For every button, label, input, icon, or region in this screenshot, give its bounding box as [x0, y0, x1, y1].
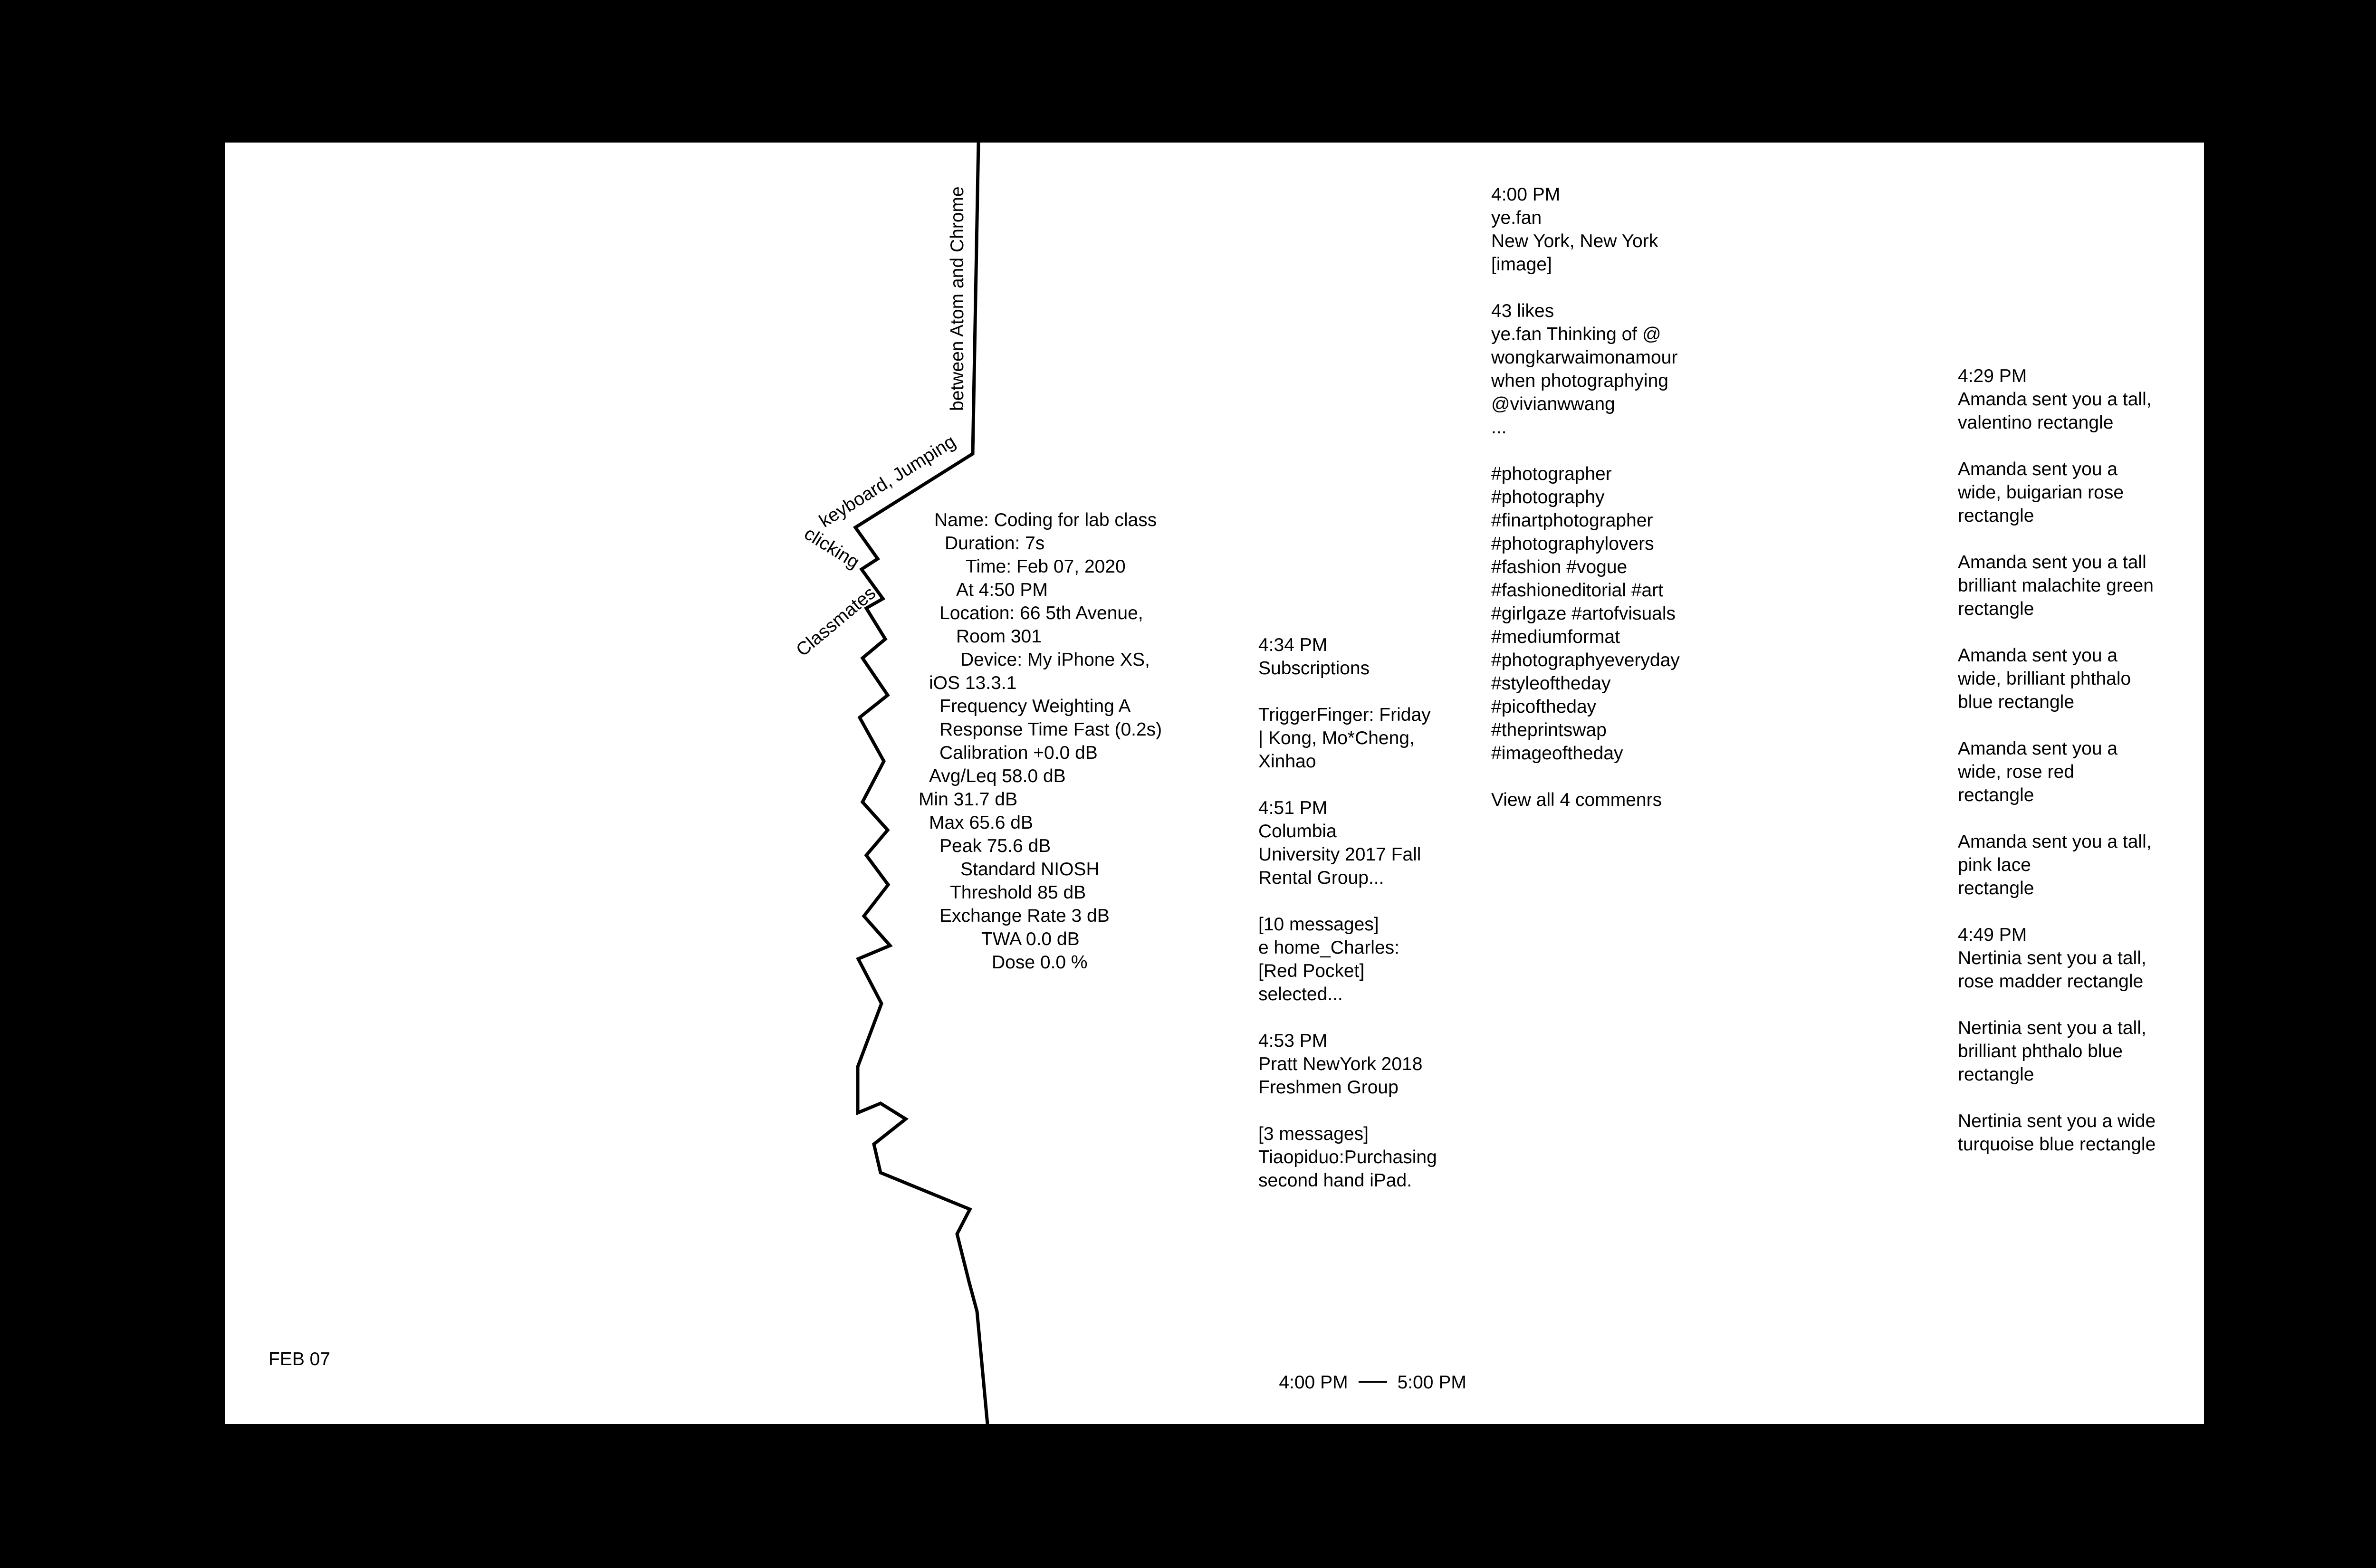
- message-block: 4:34 PM Subscriptions: [1258, 635, 1370, 679]
- post-header: 4:00 PM ye.fan New York, New York [image]: [1491, 184, 1658, 275]
- sound-record-line: Max 65.6 dB: [929, 813, 1033, 833]
- rectangle-message: 4:29 PM Amanda sent you a tall, valentino rectangle: [1958, 366, 2152, 433]
- message-block: [3 messages] Tiaopiduo:Purchasing second hand iPad.: [1258, 1124, 1437, 1191]
- message-block: 4:53 PM Pratt NewYork 2018 Freshmen Group: [1258, 1031, 1423, 1098]
- sound-record-line: Calibration +0.0 dB: [939, 743, 1098, 763]
- sound-waveform-line: [225, 143, 2204, 1424]
- rectangle-message: Amanda sent you a wide, buigarian rose rectangle: [1958, 459, 2124, 526]
- sound-record-line: Name: Coding for lab class: [934, 510, 1157, 530]
- rectangle-message: Nertinia sent you a tall, brilliant phthalo blue rectangle: [1958, 1018, 2146, 1085]
- white-page: [225, 143, 2204, 1424]
- rectangle-message: Amanda sent you a tall, pink lace rectangle: [1958, 832, 2152, 899]
- post-caption: 43 likes ye.fan Thinking of @ wongkarwaimonamour when photographying @vivianwwang ...: [1491, 301, 1678, 438]
- messages-column: [1258, 633, 1458, 1192]
- sound-record-line: Response Time Fast (0.2s): [939, 719, 1162, 740]
- time-range-end: 5:00 PM: [1397, 1372, 1466, 1393]
- sound-record-line: Duration: 7s: [945, 533, 1045, 554]
- sound-record-line: Frequency Weighting A: [939, 696, 1131, 717]
- rectangle-message: Nertinia sent you a wide turquoise blue rectangle: [1958, 1111, 2156, 1155]
- message-block: 4:51 PM Columbia University 2017 Fall Rental Group...: [1258, 798, 1421, 888]
- message-block: [10 messages] e home_Charles: [Red Pocket] selected...: [1258, 914, 1399, 1004]
- message-block: TriggerFinger: Friday | Kong, Mo*Cheng, Xinhao: [1258, 705, 1431, 772]
- date-label: FEB 07: [268, 1349, 331, 1369]
- sound-record-line: iOS 13.3.1: [929, 673, 1017, 693]
- rectangle-message: Amanda sent you a wide, rose red rectangle: [1958, 738, 2118, 805]
- sound-record-line: TWA 0.0 dB: [981, 929, 1080, 949]
- instagram-post-column: [1491, 183, 1710, 812]
- sound-record-line: Min 31.7 dB: [919, 789, 1018, 810]
- rectangle-messages-column: [1958, 364, 2186, 1156]
- sound-record-line: Exchange Rate 3 dB: [939, 906, 1110, 926]
- rectangle-message: Amanda sent you a tall brilliant malachite green rectangle: [1958, 552, 2154, 619]
- wave-label-between: between Atom and Chrome: [947, 186, 968, 411]
- rectangle-message: Amanda sent you a wide, brilliant phthalo blue rectangle: [1958, 645, 2131, 712]
- post-hashtags: #photographer #photography #finartphotographer #photographylovers #fashion #vogue #fashioneditorial #art #girlgaze #artofvisuals #mediumformat #photographyeveryday #styleoftheday #picoftheday #theprintswap #imageoftheday: [1491, 464, 1680, 764]
- sound-record-line: Standard NIOSH: [960, 859, 1100, 880]
- time-range: [1258, 1348, 1466, 1417]
- wave-label-keyboard: keyboard, Jumping: [815, 431, 959, 532]
- sound-record-line: Avg/Leq 58.0 dB: [929, 766, 1066, 786]
- sound-record-line: Dose 0.0 %: [992, 952, 1088, 973]
- sound-record-line: Time: Feb 07, 2020: [966, 556, 1126, 577]
- wave-label-classmates: Classmates: [792, 583, 880, 661]
- sound-record-line: Threshold 85 dB: [950, 882, 1086, 903]
- sound-record-line: Room 301: [956, 626, 1042, 647]
- rectangle-message: 4:49 PM Nertinia sent you a tall, rose madder rectangle: [1958, 925, 2146, 992]
- sound-record-line: Location: 66 5th Avenue,: [939, 603, 1143, 623]
- sound-record-line: At 4:50 PM: [956, 580, 1048, 600]
- sound-record-line: Device: My iPhone XS,: [960, 650, 1150, 670]
- sound-record-line: Peak 75.6 dB: [939, 836, 1051, 856]
- time-range-start: 4:00 PM: [1279, 1372, 1348, 1393]
- view-comments-text: View all 4 commenrs: [1491, 790, 1662, 810]
- time-range-dash: [1359, 1381, 1387, 1383]
- wave-label-clicking: clicking: [800, 523, 863, 573]
